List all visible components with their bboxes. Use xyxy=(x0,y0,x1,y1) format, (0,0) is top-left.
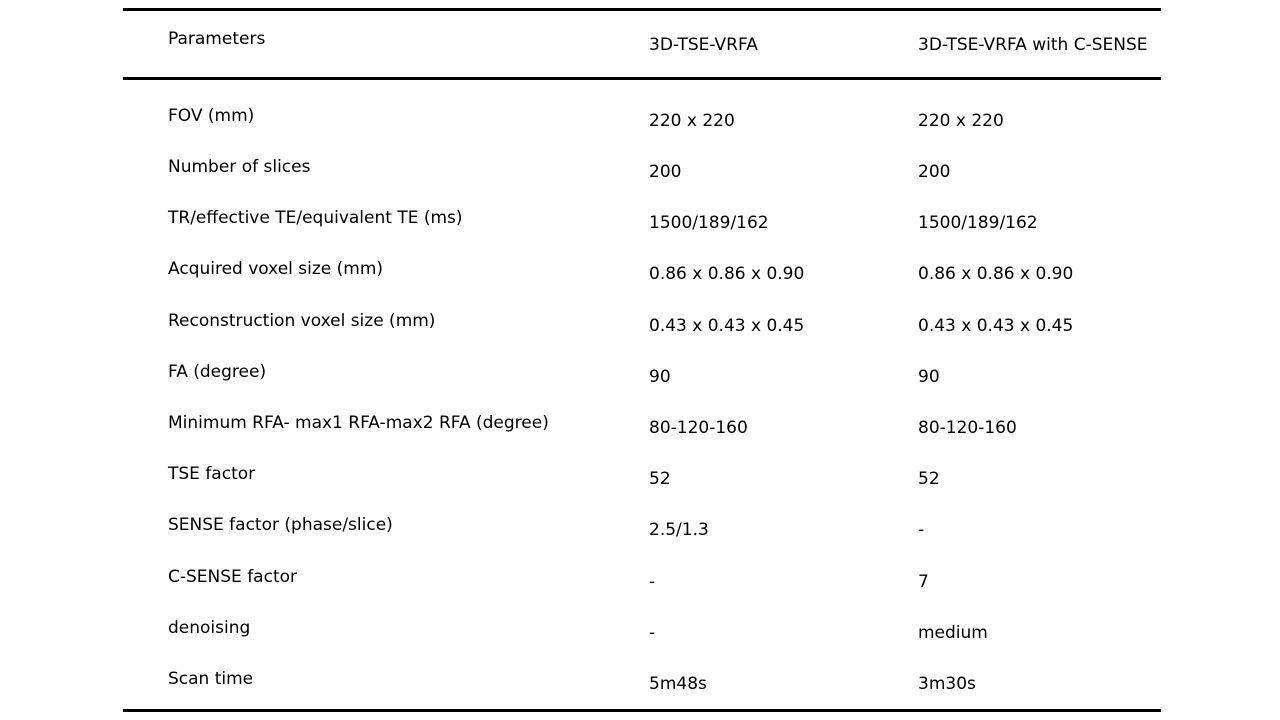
parameter-table xyxy=(123,8,1161,713)
row-value-b: 0.43 x 0.43 x 0.45 xyxy=(918,316,1074,336)
row-value-b: medium xyxy=(918,623,988,643)
row-value-b: 52 xyxy=(918,469,940,489)
row-value-a: 0.43 x 0.43 x 0.45 xyxy=(649,316,805,336)
row-param: FOV (mm) xyxy=(168,106,255,126)
row-value-b: - xyxy=(918,520,925,540)
row-value-a: 80-120-160 xyxy=(649,418,748,438)
row-value-a: 5m48s xyxy=(649,674,707,694)
row-param: Scan time xyxy=(168,669,254,689)
header-3d-tse-vrfa: 3D-TSE-VRFA xyxy=(649,35,758,55)
row-param: Reconstruction voxel size (mm) xyxy=(168,311,436,331)
row-value-b: 1500/189/162 xyxy=(918,213,1038,233)
row-param: FA (degree) xyxy=(168,362,267,382)
row-value-a: 0.86 x 0.86 x 0.90 xyxy=(649,264,805,284)
row-value-a: 2.5/1.3 xyxy=(649,520,709,540)
row-value-a: - xyxy=(649,623,656,643)
table-bottom-rule xyxy=(123,709,1161,712)
row-param: SENSE factor (phase/slice) xyxy=(168,515,393,535)
header-parameters: Parameters xyxy=(168,29,266,49)
row-param: Minimum RFA- max1 RFA-max2 RFA (degree) xyxy=(168,413,549,433)
row-value-b: 7 xyxy=(918,572,929,592)
row-value-a: - xyxy=(649,572,656,592)
row-value-a: 90 xyxy=(649,367,671,387)
table-top-rule xyxy=(123,8,1161,11)
row-value-b: 220 x 220 xyxy=(918,111,1004,131)
row-param: TR/effective TE/equivalent TE (ms) xyxy=(168,208,463,228)
row-value-b: 80-120-160 xyxy=(918,418,1017,438)
table-header-rule xyxy=(123,77,1161,80)
row-value-b: 200 xyxy=(918,162,951,182)
row-value-a: 52 xyxy=(649,469,671,489)
row-value-b: 0.86 x 0.86 x 0.90 xyxy=(918,264,1074,284)
row-value-a: 220 x 220 xyxy=(649,111,735,131)
row-value-a: 1500/189/162 xyxy=(649,213,769,233)
row-param: denoising xyxy=(168,618,251,638)
row-value-b: 90 xyxy=(918,367,940,387)
row-param: Number of slices xyxy=(168,157,311,177)
row-value-b: 3m30s xyxy=(918,674,976,694)
row-param: TSE factor xyxy=(168,464,256,484)
header-3d-tse-vrfa-c-sense: 3D-TSE-VRFA with C-SENSE xyxy=(918,35,1148,55)
row-value-a: 200 xyxy=(649,162,682,182)
row-param: Acquired voxel size (mm) xyxy=(168,259,384,279)
row-param: C-SENSE factor xyxy=(168,567,297,587)
